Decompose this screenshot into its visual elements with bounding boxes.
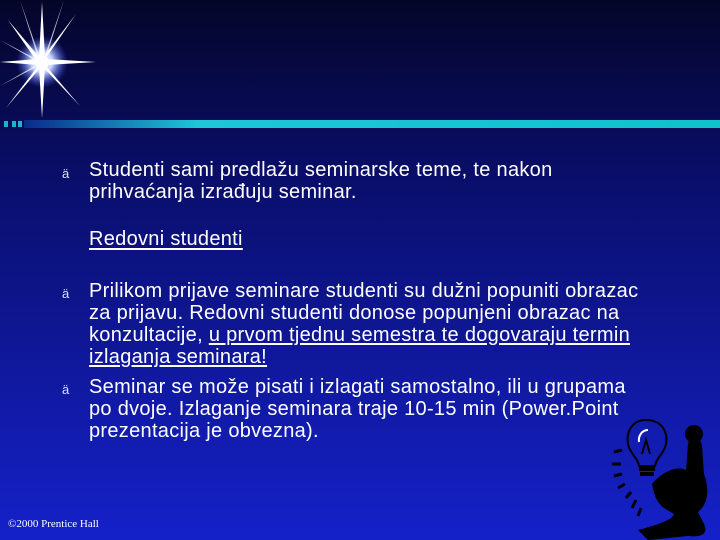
bullet-icon: ä bbox=[62, 382, 70, 397]
bullet-text: Seminar se može pisati i izlagati samostalno, ili u grupama po dvoje. Izlaganje seminara traje 10-15 min (Power.Point prezentacija je obvezna). bbox=[89, 376, 626, 442]
bullet-text: Studenti sami predlažu seminarske teme, te nakon prihvaćanja izrađuju seminar. bbox=[89, 159, 553, 203]
header-rule-dash bbox=[18, 121, 22, 127]
starburst-icon bbox=[0, 0, 110, 120]
header-rule-dash bbox=[4, 121, 8, 127]
bullet-icon: ä bbox=[62, 166, 70, 181]
bullet-text-underlined: u prvom tjednu semestra te dogovaraju termin izlaganja seminara! bbox=[89, 324, 631, 368]
header-rule-dash bbox=[12, 121, 16, 127]
bullet-text: Prilikom prijave seminare studenti su dužni popuniti obrazac za prijavu. Redovni studenti donose popunjeni obrazac na konzultacije, bbox=[89, 280, 639, 346]
bullet-item bbox=[89, 280, 644, 368]
subheading: Redovni studenti bbox=[89, 228, 243, 250]
lightbulb-person-icon bbox=[608, 404, 720, 540]
bullet-item bbox=[89, 376, 629, 442]
copyright-text: ©2000 Prentice Hall bbox=[8, 518, 99, 530]
bullet-item bbox=[89, 159, 649, 203]
bullet-icon: ä bbox=[62, 286, 70, 301]
header-rule bbox=[24, 120, 720, 128]
